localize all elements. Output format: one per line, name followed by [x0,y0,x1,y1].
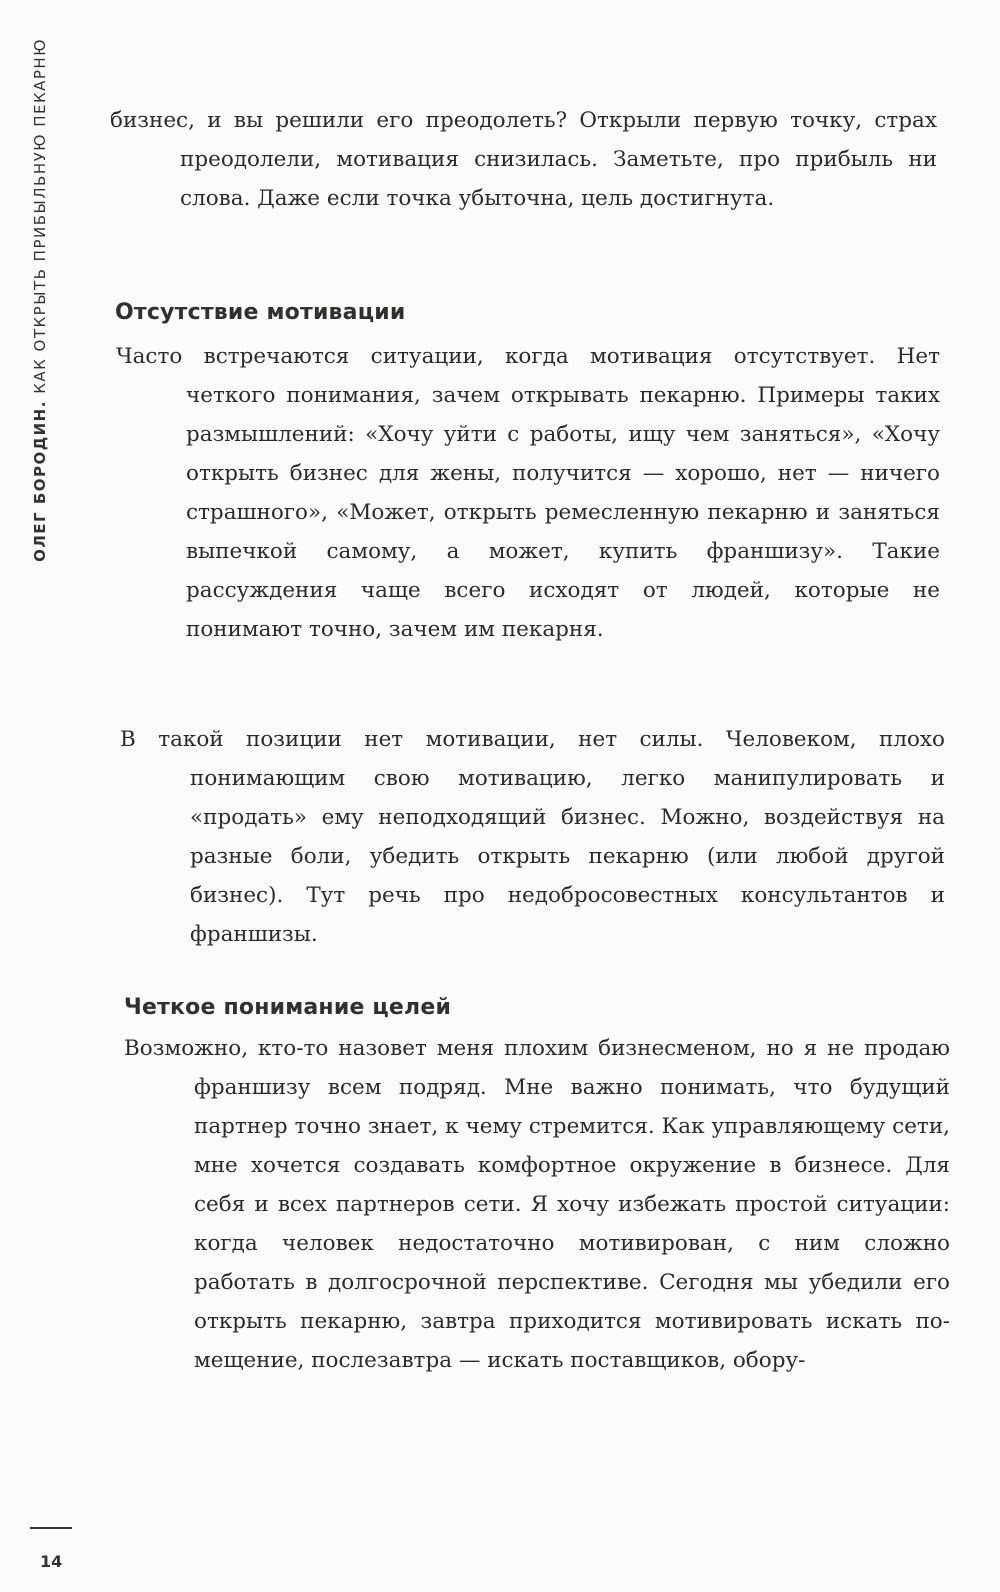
running-head-author: ОЛЕГ БОРОДИН. [31,400,49,562]
intro-paragraph: бизнес, и вы решили его преодолеть? Открыли первую точку, страх преодолели, мотивация снизилась. Заметьте, про прибыль ни слова. Даже если точка убыточна, цель достигнута. [110,108,937,211]
section-heading-no-motivation: Отсутствие мотивации [115,300,406,325]
running-head [31,38,49,562]
clear-goals-paragraph-1: Возможно, кто-то назовет меня плохим бизнесменом, но я не продаю франшизу всем подряд. Мне важно понимать, что будущий партнер точно знает, к чему стремится. Как управляющему сети, мне хочется создавать комфортное окружение в бизнесе. Для себя и всех партнеров сети. Я хочу избежать простой ситуации: когда человек недостаточно мотивирован, с ним сложно работать в долгосрочной перспективе. Сегодня мы убедили его открыть пекарню, завтра приходится мотивировать искать помещение, послезавтра — искать поставщиков, обору- [124,1036,950,1373]
no-motivation-paragraph-1: Часто встречаются ситуации, когда мотивация отсутствует. Нет четкого понимания, зачем открывать пекарню. Примеры таких размышлений: «Хочу уйти с работы, ищу чем заняться», «Хочу открыть бизнес для жены, получится — хорошо, нет — ничего страшного», «Может, открыть ремесленную пекарню и заняться выпечкой самому, а может, купить франшизу». Такие рассуждения чаще всего исходят от людей, которые не понимают точно, зачем им пекарня. [116,344,940,642]
running-head-title: КАК ОТКРЫТЬ ПРИБЫЛЬНУЮ ПЕКАРНЮ [31,38,49,394]
section-heading-clear-goals: Четкое понимание целей [124,995,452,1020]
folio-rule [30,1527,72,1529]
no-motivation-paragraph-2: В такой позиции нет мотивации, нет силы. Человеком, плохо понимающим свою мотивацию, легко манипулировать и «продать» ему неподходящий бизнес. Можно, воздействуя на разные боли, убедить открыть пекарню (или любой другой бизнес). Тут речь про недобросовестных консультантов и франшизы. [120,727,945,947]
page-number: 14 [40,1552,63,1571]
